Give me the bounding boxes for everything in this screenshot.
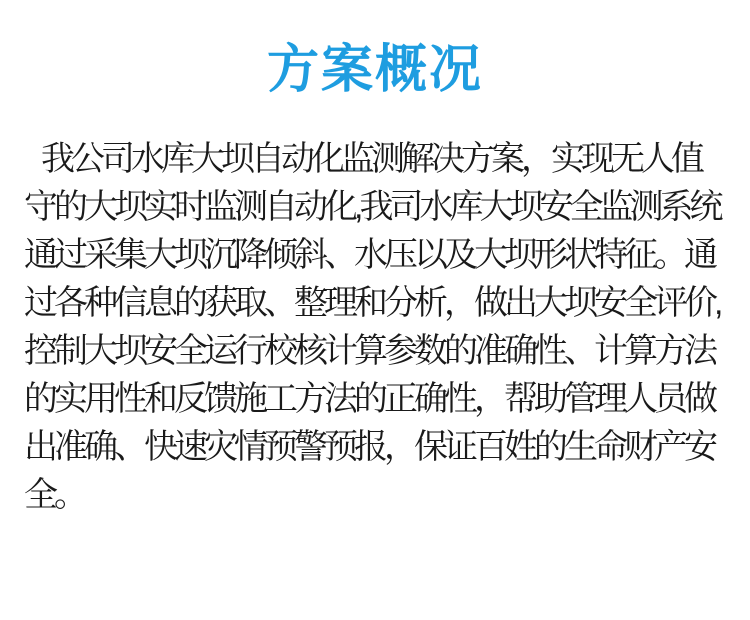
page-title: 方案概况 xyxy=(266,41,483,99)
paragraph-line: 控制大坝安全运行校核计算参数的准确性、计算方法 xyxy=(24,332,714,371)
paragraph-line: 守的大坝实时监测自动化,我司水库大坝安全监测系统 xyxy=(24,188,720,227)
paragraph-line: 通过采集大坝沉降倾斜、水压以及大坝形状特征。通 xyxy=(24,236,714,275)
paragraph-line: 的实用性和反馈施工方法的正确性，帮助管理人员做 xyxy=(24,380,714,419)
paragraph-line: 过各种信息的获取、整理和分析，做出大坝安全评价, xyxy=(24,284,720,323)
paragraph-line: 出准确、快速灾情预警预报，保证百姓的生命财产安 xyxy=(24,428,714,467)
body-paragraph xyxy=(0,135,750,519)
paragraph-line: 我公司水库大坝自动化监测解决方案，实现无人值 xyxy=(41,140,701,179)
paragraph-line: 全。 xyxy=(24,476,84,515)
